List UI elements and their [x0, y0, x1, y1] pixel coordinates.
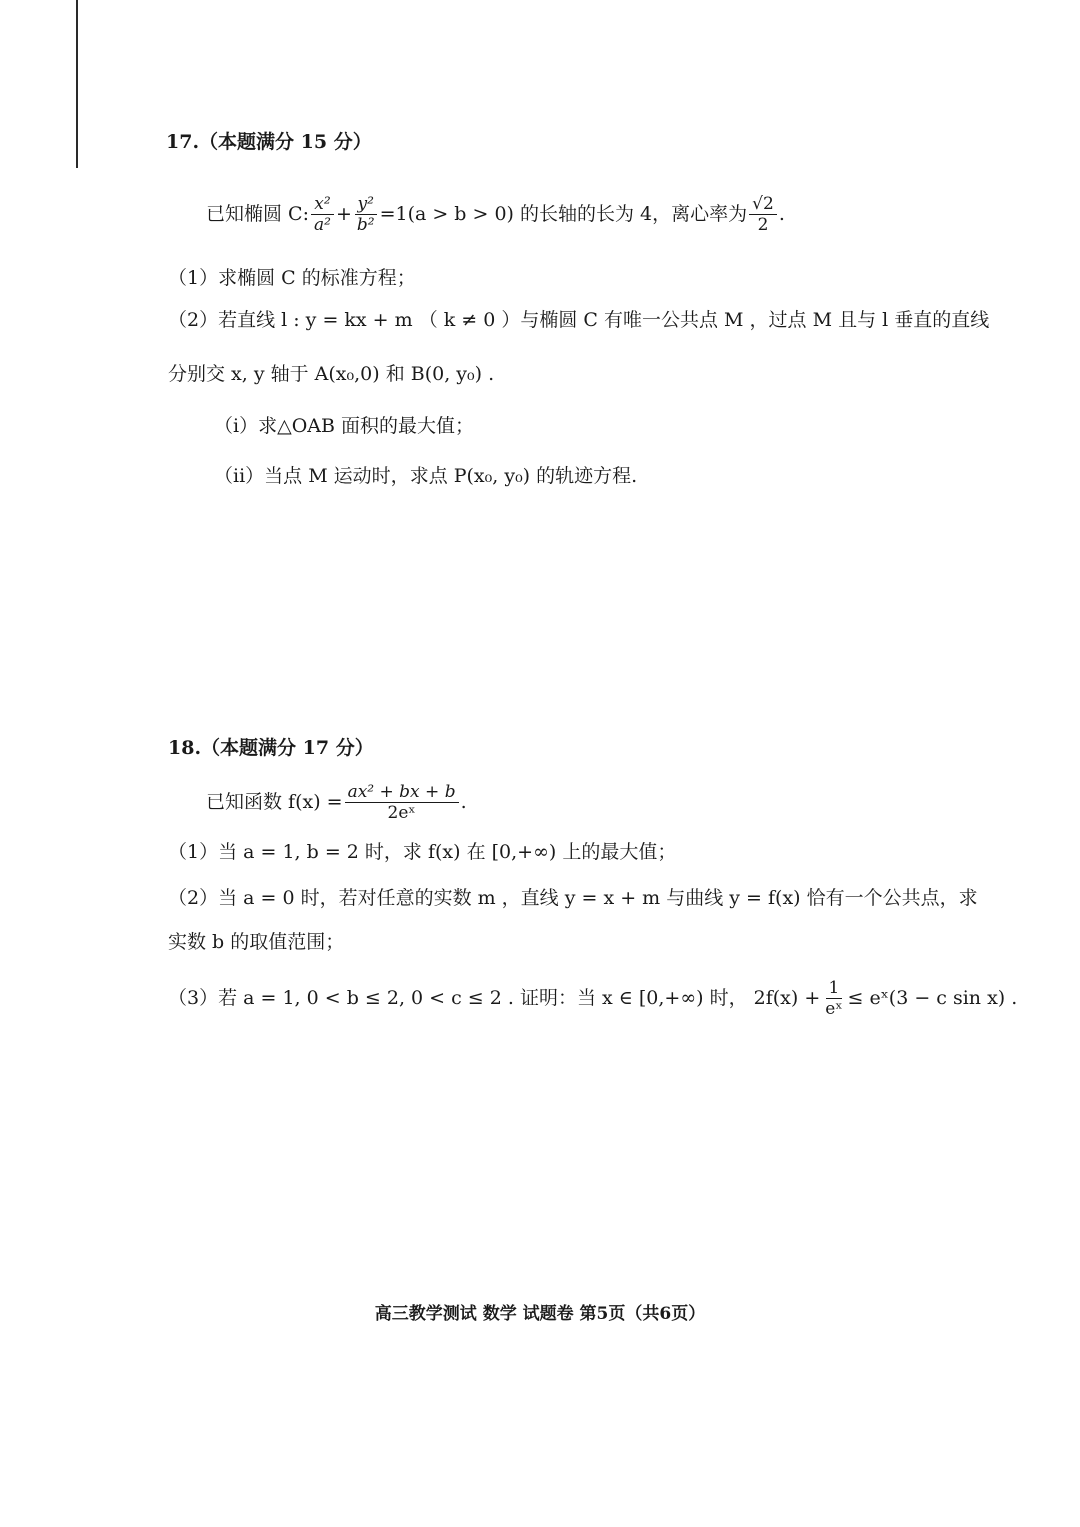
q17-eccentricity-fraction: [749, 194, 777, 235]
q17-sqrt-num: √2: [749, 194, 777, 215]
binding-margin-line: [76, 0, 78, 168]
q18-frac-den: 2eˣ: [387, 802, 416, 823]
q17-sub-ii: （ii）当点 M 运动时，求点 P(x₀, y₀) 的轨迹方程.: [214, 465, 638, 487]
q18-stem: [206, 776, 467, 828]
q18-part3-frac-num: 1: [826, 978, 843, 999]
q18-part3: [168, 970, 1017, 1026]
q18-part2-line2: 实数 b 的取值范围；: [168, 931, 345, 953]
q17-part2-line1: （2）若直线 l : y = kx + m （ k ≠ 0 ）与椭圆 C 有唯一公共点 M ，过点 M 且与 l 垂直的直线: [168, 309, 990, 331]
q18-part3-pre: （3）若 a = 1, 0 < b ≤ 2, 0 < c ≤ 2 . 证明：当 x ∈ [0,+∞) 时， 2f(x) +: [168, 987, 821, 1009]
q18-part3-post: ≤ eˣ(3 − c sin x) .: [847, 987, 1018, 1009]
q17-stem-pre: 已知椭圆 C:: [206, 203, 309, 225]
q17-plus: +: [335, 203, 352, 225]
q17-frac2-den: b²: [356, 214, 375, 235]
q18-header: 18.（本题满分 17 分）: [168, 737, 374, 759]
q17-part2-line2: 分别交 x, y 轴于 A(x₀,0) 和 B(0, y₀) .: [168, 363, 495, 385]
q18-part1: （1）当 a = 1, b = 2 时，求 f(x) 在 [0,+∞) 上的最大值；: [168, 841, 677, 863]
q18-stem-pre: 已知函数 f(x) =: [206, 791, 343, 813]
q17-frac1-num: x²: [311, 194, 333, 215]
q17-sub-i: （i）求△OAB 面积的最大值；: [214, 415, 474, 437]
q17-stem-mid: =1(a > b > 0) 的长轴的长为 4，离心率为: [379, 203, 748, 225]
q18-function-fraction: [345, 782, 459, 823]
q18-part3-frac-den: eˣ: [825, 998, 843, 1019]
q17-sqrt-den: 2: [757, 214, 769, 235]
q17-header: 17.（本题满分 15 分）: [166, 131, 372, 153]
q18-frac-num: ax² + bx + b: [345, 782, 459, 803]
q18-part2-line1: （2）当 a = 0 时，若对任意的实数 m ，直线 y = x + m 与曲线 y = f(x) 恰有一个公共点，求: [168, 887, 978, 909]
q17-part1: （1）求椭圆 C 的标准方程；: [168, 267, 416, 289]
q18-part3-fraction: [822, 978, 845, 1019]
q17-frac1-den: a²: [313, 214, 331, 235]
q17-stem-end: .: [778, 203, 785, 225]
q17-fraction-x: [311, 194, 334, 235]
page-footer: 高三教学测试 数学 试题卷 第5页（共6页）: [374, 1304, 706, 1324]
q17-fraction-y: [354, 194, 378, 235]
q17-stem: [206, 186, 785, 242]
q17-frac2-num: y²: [355, 194, 377, 215]
q18-stem-end: .: [460, 791, 467, 813]
